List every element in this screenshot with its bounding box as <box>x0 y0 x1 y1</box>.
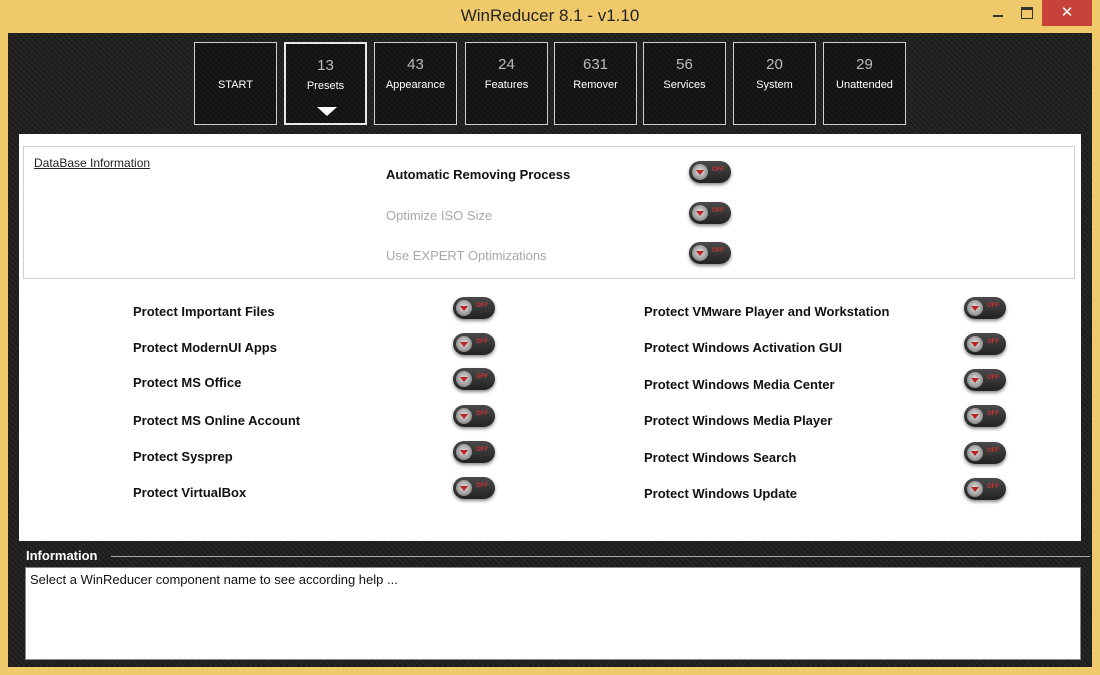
toggle-state: OFF <box>476 483 488 489</box>
protect-media-player-label: Protect Windows Media Player <box>644 413 833 428</box>
protect-ms-office-label: Protect MS Office <box>133 375 242 390</box>
toggle-knob-icon <box>967 336 983 352</box>
toggle-state: OFF <box>476 303 488 309</box>
tab-count: 631 <box>582 56 609 73</box>
tab-system[interactable] <box>733 42 816 125</box>
tab-count: 20 <box>766 56 783 73</box>
tab-label: Appearance <box>385 79 446 91</box>
protect-media-center-toggle[interactable] <box>964 369 1006 391</box>
tab-remover[interactable] <box>554 42 637 125</box>
tab-count: 13 <box>317 57 334 74</box>
tab-label: Features <box>484 79 529 91</box>
expert-optimizations-label: Use EXPERT Optimizations <box>386 248 547 263</box>
toggle-state: OFF <box>987 448 999 454</box>
toggle-knob-icon <box>967 445 983 461</box>
toggle-knob-icon <box>456 371 472 387</box>
toggle-state: OFF <box>476 374 488 380</box>
protect-media-center-label: Protect Windows Media Center <box>644 377 835 392</box>
protect-windows-search-label: Protect Windows Search <box>644 450 797 465</box>
optimize-iso-toggle[interactable] <box>689 202 731 224</box>
tab-count: 24 <box>498 56 515 73</box>
toggle-knob-icon <box>692 164 708 180</box>
protect-ms-online-account-label: Protect MS Online Account <box>133 413 301 428</box>
protect-ms-office-toggle[interactable] <box>453 368 495 390</box>
tab-unattended[interactable] <box>823 42 906 125</box>
maximize-button[interactable] <box>1012 0 1042 26</box>
toggle-knob-icon <box>456 336 472 352</box>
minimize-button[interactable] <box>983 0 1013 26</box>
toggle-knob-icon <box>692 245 708 261</box>
toggle-knob-icon <box>967 300 983 316</box>
tab-label: START <box>217 79 254 91</box>
tab-features[interactable] <box>465 42 548 125</box>
protect-modernui-apps-label: Protect ModernUI Apps <box>133 340 277 355</box>
optimize-iso-label: Optimize ISO Size <box>386 208 493 223</box>
tab-label: System <box>756 79 793 91</box>
toggle-state: OFF <box>476 411 488 417</box>
automatic-removing-toggle[interactable] <box>689 161 731 183</box>
tab-label: Presets <box>306 80 345 92</box>
tab-count: 56 <box>676 56 693 73</box>
protect-activation-gui-label: Protect Windows Activation GUI <box>644 340 843 355</box>
tab-presets[interactable] <box>284 42 367 125</box>
tab-count: 43 <box>407 56 424 73</box>
tab-label: Unattended <box>836 79 893 91</box>
toggle-knob-icon <box>456 480 472 496</box>
window-title: WinReducer 8.1 - v1.10 <box>460 6 640 25</box>
toggle-state: OFF <box>987 375 999 381</box>
toggle-state: OFF <box>712 167 724 173</box>
tab-start[interactable] <box>194 42 277 125</box>
information-text: Select a WinReducer component name to see according help ... <box>30 572 398 587</box>
protect-windows-update-toggle[interactable] <box>964 478 1006 500</box>
protect-sysprep-label: Protect Sysprep <box>133 449 233 464</box>
selected-arrow-icon <box>317 107 337 116</box>
information-box[interactable] <box>25 567 1081 660</box>
close-button[interactable]: ✕ <box>1042 0 1092 26</box>
toggle-knob-icon <box>456 408 472 424</box>
protect-windows-search-toggle[interactable] <box>964 442 1006 464</box>
database-group <box>23 146 1075 279</box>
title-bar[interactable] <box>0 0 1100 32</box>
protect-vmware-toggle[interactable] <box>964 297 1006 319</box>
tab-label: Services <box>663 79 706 91</box>
toggle-knob-icon <box>967 372 983 388</box>
toggle-state: OFF <box>476 447 488 453</box>
toggle-knob-icon <box>456 300 472 316</box>
tab-appearance[interactable] <box>374 42 457 125</box>
database-information-link[interactable]: DataBase Information <box>34 156 151 170</box>
toggle-knob-icon <box>692 205 708 221</box>
presets-panel <box>19 134 1081 541</box>
toggle-state: OFF <box>987 303 999 309</box>
protect-ms-online-account-toggle[interactable] <box>453 405 495 427</box>
protect-sysprep-toggle[interactable] <box>453 441 495 463</box>
protect-important-files-toggle[interactable] <box>453 297 495 319</box>
toggle-state: OFF <box>987 339 999 345</box>
protect-virtualbox-label: Protect VirtualBox <box>133 485 247 500</box>
expert-optimizations-toggle[interactable] <box>689 242 731 264</box>
protect-modernui-apps-toggle[interactable] <box>453 333 495 355</box>
toggle-state: OFF <box>476 339 488 345</box>
protect-vmware-label: Protect VMware Player and Workstation <box>644 304 890 319</box>
toggle-state: OFF <box>987 484 999 490</box>
tab-label: Remover <box>573 79 618 91</box>
toggle-knob-icon <box>456 444 472 460</box>
toggle-knob-icon <box>967 481 983 497</box>
automatic-removing-label: Automatic Removing Process <box>386 167 571 182</box>
protect-media-player-toggle[interactable] <box>964 405 1006 427</box>
tab-services[interactable] <box>643 42 726 125</box>
information-divider <box>111 556 1090 557</box>
toggle-state: OFF <box>712 208 724 214</box>
protect-virtualbox-toggle[interactable] <box>453 477 495 499</box>
toggle-state: OFF <box>987 411 999 417</box>
protect-windows-update-label: Protect Windows Update <box>644 486 798 501</box>
protect-important-files-label: Protect Important Files <box>133 304 275 319</box>
toggle-knob-icon <box>967 408 983 424</box>
toggle-state: OFF <box>712 248 724 254</box>
protect-activation-gui-toggle[interactable] <box>964 333 1006 355</box>
information-title: Information <box>26 548 98 563</box>
tab-count: 29 <box>856 56 873 73</box>
